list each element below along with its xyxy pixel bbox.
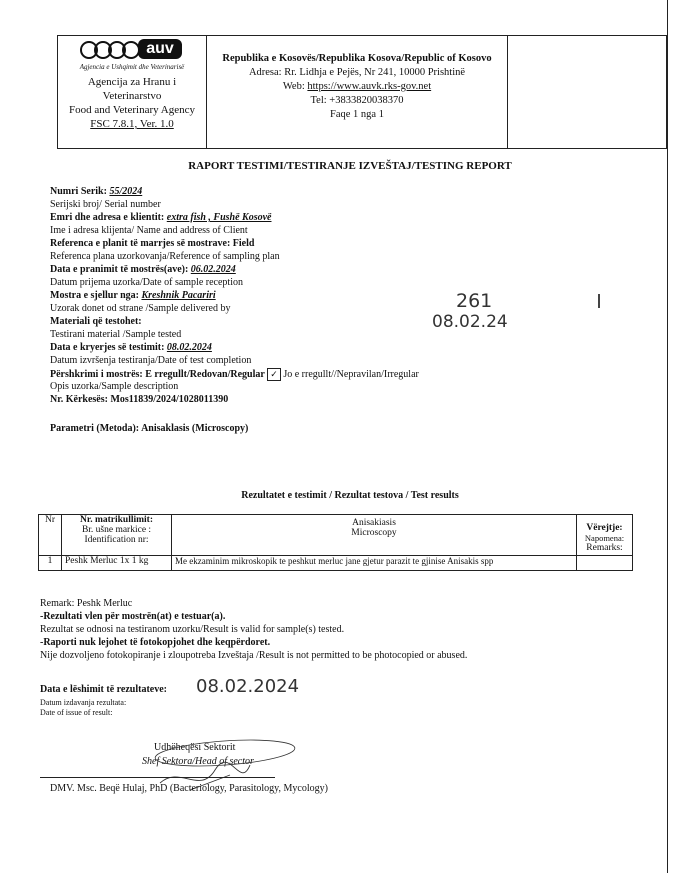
handwritten-date: 08.02.24 — [432, 312, 508, 332]
sample-description-sub: Opis uzorka/Sample description — [50, 381, 179, 392]
agency-line-3: Food and Veterinary Agency — [69, 104, 195, 116]
head-of-sector-sub: Shef Sektora/Head of sector — [142, 756, 254, 767]
sample-description: Përshkrimi i mostrës: E rregullt/Redovan/Regular ✓ Jo e rregullt//Nepravilan/Irregular — [50, 369, 419, 380]
header-test: Anisakiasis Microscopy — [172, 515, 577, 556]
agency-tel: Tel: +3833820038370 — [310, 95, 404, 106]
issue-date-sub-1: Datum izdavanja rezultata: — [40, 698, 127, 707]
row-remarks — [577, 556, 633, 571]
report-title: RAPORT TESTIMI/TESTIRANJE IZVEŠTAJ/TESTING REPORT — [188, 160, 512, 172]
material-tested: Materiali që testohet: — [50, 316, 142, 327]
agency-web: Web: https://www.auvk.rks-gov.net — [282, 81, 432, 92]
table-header-row — [39, 515, 633, 556]
logo-tagline: Agjencia e Ushqimit dhe Veterinarisë — [79, 63, 185, 71]
results-table — [38, 514, 633, 571]
agency-line-1: Agencija za Hranu i — [87, 76, 177, 88]
remark-copy: -Raporti nuk lejohet të fotokopjohet dhe keqpërdoret. — [40, 637, 271, 648]
agency-line-2: Veterinarstvo — [102, 90, 162, 102]
material-tested-sub: Testirani material /Sample tested — [50, 329, 182, 340]
handwritten-mark — [598, 294, 600, 308]
document-code: FSC 7.8.1, Ver. 1.0 — [90, 118, 174, 130]
signature-line — [40, 777, 275, 778]
table-row — [39, 556, 633, 571]
reception-date-sub: Datum prijema uzorka/Date of sample reception — [50, 277, 243, 288]
serial-number-sub: Serijski broj/ Serial number — [50, 199, 161, 210]
delivered-by-sub: Uzorak donet od strane /Sample delivered by — [50, 303, 231, 314]
letterhead-table — [57, 35, 667, 149]
results-title: Rezultatet e testimit / Rezultat testova / Test results — [241, 490, 459, 501]
issue-date-label: Data e lëshimit të rezultateve: — [40, 684, 167, 695]
header-nr: Nr — [39, 515, 62, 556]
client-name: Emri dhe adresa e klientit: extra fish , Fushë Kosovë — [50, 212, 272, 223]
header-identification: Nr. matrikullimit: Br. ušne markice : Identification nr: — [62, 515, 172, 556]
page-number: Faqe 1 nga 1 — [330, 109, 384, 120]
agency-address: Adresa: Rr. Lidhja e Pejës, Nr 241, 10000 Prishtinë — [248, 67, 466, 78]
row-result: Me ekzaminim mikroskopik te peshkut merluc jane gjetur parazit te gjinise Anisakis spp — [172, 556, 577, 571]
remark-validity: -Rezultati vlen për mostrën(at) e testuar(a). — [40, 611, 226, 622]
completion-date-sub: Datum izvršenja testiranja/Date of test completion — [50, 355, 252, 366]
page-edge-line — [667, 0, 668, 873]
sampling-plan-sub: Referenca plana uzorkovanja/Reference of sampling plan — [50, 251, 280, 262]
auv-logo: auv — [80, 39, 184, 61]
parameter-method: Parametri (Metoda): Anisaklasis (Microscopy) — [50, 423, 249, 434]
signature-scribble — [120, 735, 320, 805]
agency-cell — [58, 36, 207, 148]
head-of-sector: Udhëheqësi Sektorit — [154, 742, 236, 753]
reception-date: Data e pranimit të mostrës(ave): 06.02.2024 — [50, 264, 236, 275]
request-number: Nr. Kërkesës: Mos11839/2024/1028011390 — [50, 394, 229, 405]
regular-checkbox[interactable]: ✓ — [267, 368, 281, 381]
header-remarks: Vërejtje: Napomena: Remarks: — [577, 515, 633, 556]
signatory-name: DMV. Msc. Beqë Hulaj, PhD (Bacteriology, Parasitology, Mycology) — [50, 783, 328, 794]
republic-name: Republika e Kosovës/Republika Kosova/Republic of Kosovo — [222, 53, 492, 64]
issue-date-handwritten: 08.02.2024 — [196, 676, 300, 697]
row-nr: 1 — [39, 556, 62, 571]
completion-date: Data e kryerjes së testimit: 08.02.2024 — [50, 342, 212, 353]
client-name-sub: Ime i adresa klijenta/ Name and address of Client — [50, 225, 248, 236]
remark-copy-sub: Nije dozvoljeno fotokopiranje i zloupotreba Izveštaja /Result is not permitted to be photocopied or abused. — [40, 650, 468, 661]
handwritten-number: 261 — [456, 290, 493, 312]
sampling-plan: Referenca e planit të marrjes së mostrave: Field — [50, 238, 255, 249]
row-identification: Peshk Merluc 1x 1 kg — [62, 556, 172, 571]
issue-date-sub-2: Date of issue of result: — [40, 708, 113, 717]
delivered-by: Mostra e sjellur nga: Kreshnik Pacariri — [50, 290, 216, 301]
remark-validity-sub: Rezultat se odnosi na testiranom uzorku/Result is valid for sample(s) tested. — [40, 624, 345, 635]
serial-number: Numri Serik: 55/2024 — [50, 186, 143, 197]
remark-sample: Remark: Peshk Merluc — [40, 598, 133, 609]
republic-cell — [207, 36, 508, 148]
agency-web-link[interactable]: https://www.auvk.rks-gov.net — [307, 81, 432, 92]
